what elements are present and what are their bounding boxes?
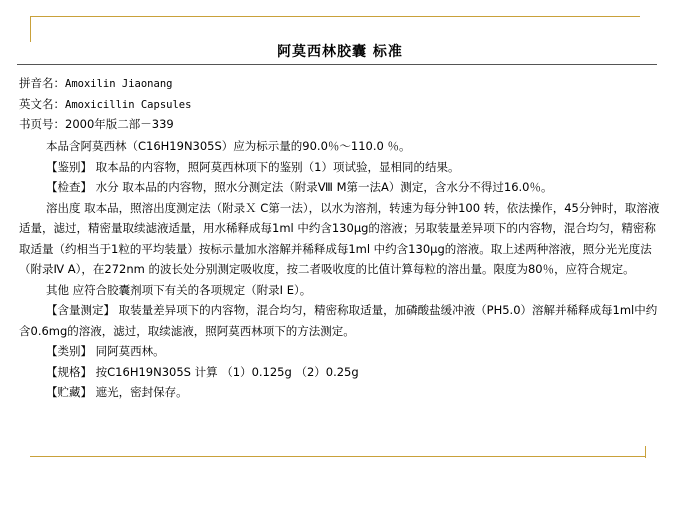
english-label: 英文名：: [19, 97, 65, 111]
pinyin-value: Amoxilin Jiaonang: [65, 78, 173, 90]
page-label: 书页号：: [19, 117, 65, 131]
document-body: [19, 136, 661, 403]
title-rule: [17, 64, 657, 65]
assay-paragraph: 【含量测定】 取装量差异项下的内容物，混合均匀，精密称取适量，加磷酸盐缓冲液（PH5.0）溶解并稀释成每1ml中约含0.6mg的溶液，滤过，取续滤液，照阿莫西林项下的方法测定。: [19, 303, 658, 338]
category-paragraph: 【类别】 同阿莫西林。: [46, 344, 165, 358]
content-paragraph: 本品含阿莫西林（C16H19N305S）应为标示量的90.0％～110.0 ％。: [46, 139, 411, 153]
frame-top-line: [30, 16, 640, 17]
english-value: Amoxicillin Capsules: [65, 99, 192, 111]
page-number-line: [19, 115, 174, 134]
dissolution-paragraph: 溶出度 取本品，照溶出度测定法（附录Ｘ C第一法），以水为溶剂，转速为每分钟100 转，依法操作，45分钟时，取溶液适量，滤过，精密量取续滤液适量，用水稀释成每1ml 中约含130μg的溶液；另取装量差异项下的内容物，混合均匀，精密称取适量（约相当于1粒的平均装量）按标示量加水溶解并稀释成每1ml 中约含130μg的溶液。取上述两种溶液，照分光光度法（附录Ⅳ A），在272nm 的波长处分别测定吸收度，按二者吸收度的比值计算每粒的溶出量。限度为80％，应符合规定。: [19, 200, 660, 276]
pinyin-line: [19, 74, 172, 94]
frame-left-line: [30, 16, 31, 42]
specification-paragraph: 【规格】 按C16H19N305S 计算 （1）0.125g （2）0.25g: [46, 364, 359, 379]
inspection-paragraph: 【检查】 水分 取本品的内容物，照水分测定法（附录Ⅷ M第一法A）测定，含水分不得过16.0％。: [46, 180, 553, 194]
page-title: 阿莫西林胶囊 标准: [277, 44, 403, 60]
page-value: 2000年版二部－339: [65, 117, 174, 131]
pinyin-label: 拼音名：: [19, 76, 65, 90]
storage-paragraph: 【贮藏】 遮光，密封保存。: [46, 385, 188, 399]
frame-right-line: [645, 446, 646, 458]
english-name-line: [19, 95, 191, 115]
other-paragraph: 其他 应符合胶囊剂项下有关的各项规定（附录Ⅰ E）。: [46, 282, 312, 297]
frame-bottom-line: [30, 456, 646, 457]
identification-paragraph: 【鉴别】 取本品的内容物，照阿莫西林项下的鉴别（1）项试验，显相同的结果。: [46, 159, 460, 174]
